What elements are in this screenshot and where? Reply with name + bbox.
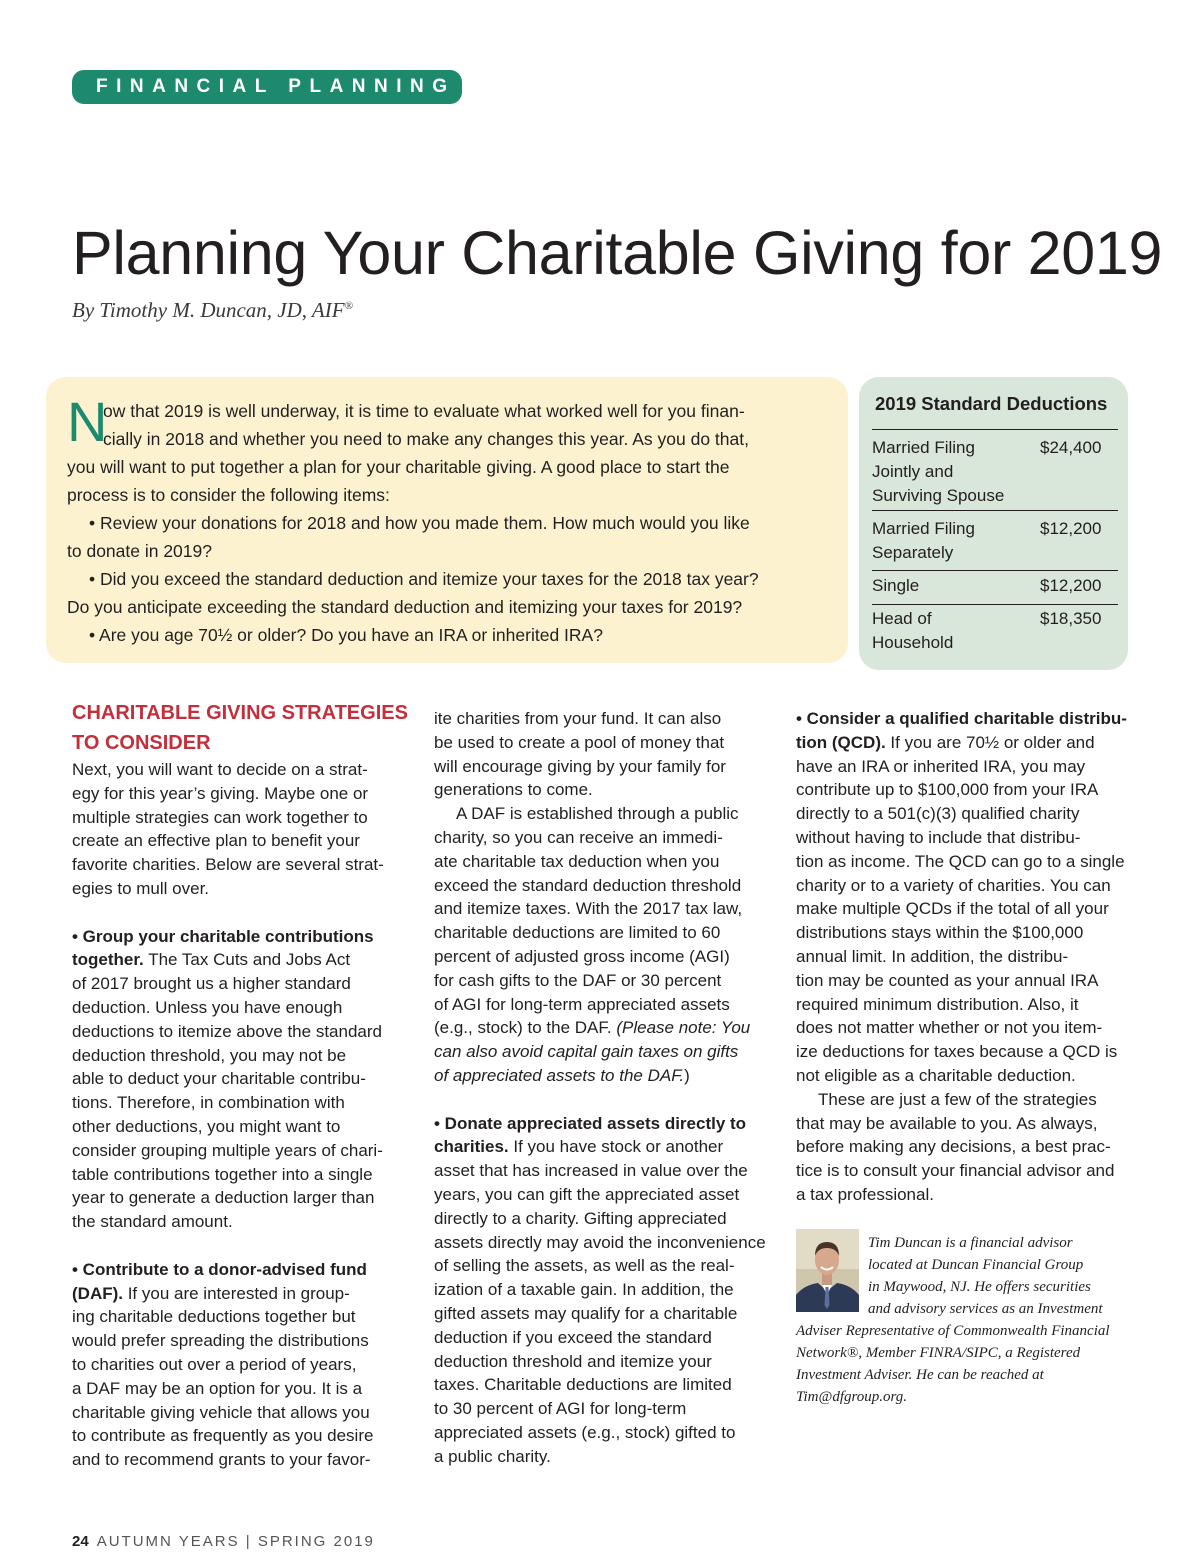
intro-bullet-line: • Did you exceed the standard deduction and itemize your taxes for the 2018 tax year? xyxy=(89,569,759,589)
text-line: without having to include that distribu- xyxy=(796,827,1081,847)
bold-text: • Consider a qualified charitable distribu- xyxy=(796,709,1127,728)
text-run: If you are 70½ or older and xyxy=(885,732,1095,752)
text-line: deductions to itemize above the standard xyxy=(72,1021,382,1041)
text-line: ize deductions for taxes because a QCD is xyxy=(796,1042,1118,1062)
text-line: ite charities from your fund. It can also xyxy=(434,709,722,728)
text-line: assets directly may avoid the inconvenience xyxy=(434,1232,766,1252)
intro-line: to donate in 2019? xyxy=(67,541,212,561)
deduction-amount: $12,200 xyxy=(1040,576,1102,595)
text-line: ate charitable tax deduction when you xyxy=(434,851,720,871)
text-line: years, you can gift the appreciated asset xyxy=(434,1184,740,1204)
deductions-title: 2019 Standard Deductions xyxy=(875,393,1108,414)
bold-text: • Donate appreciated assets directly to xyxy=(434,1113,747,1133)
deduction-amount: $24,400 xyxy=(1040,438,1102,457)
text-line: deduction. Unless you have enough xyxy=(72,997,343,1017)
text-line: able to deduct your charitable contribu- xyxy=(72,1069,366,1089)
bio-line: and advisory services as an Investment xyxy=(868,1301,1103,1317)
author-bio xyxy=(796,1232,1141,1408)
intro-text xyxy=(67,397,837,649)
text-line: and itemize taxes. With the 2017 tax law, xyxy=(434,899,743,919)
text-line: a DAF may be an option for you. It is a xyxy=(72,1378,363,1398)
text-line: make multiple QCDs if the total of all your xyxy=(796,899,1109,919)
section-tag: FINANCIAL PLANNING xyxy=(72,70,462,104)
text-run: ) xyxy=(684,1065,690,1085)
text-run: If you have stock or another xyxy=(508,1137,724,1157)
text-line: create an effective plan to benefit your xyxy=(72,831,360,851)
text-line xyxy=(72,948,412,972)
bullet-heading xyxy=(72,1258,412,1282)
deduction-label: Single xyxy=(872,576,920,595)
text-line: tion as income. The QCD can go to a single xyxy=(796,851,1125,871)
text-line: tion may be counted as your annual IRA xyxy=(796,970,1099,990)
text-line: ization of a taxable gain. In addition, the xyxy=(434,1280,734,1300)
text-line: for cash gifts to the DAF or 30 percent xyxy=(434,970,722,990)
intro-line: cially in 2018 and whether you need to make any changes this year. As you do that, xyxy=(103,429,749,449)
text-line: deduction threshold, you may not be xyxy=(72,1045,347,1065)
table-divider xyxy=(872,570,1118,571)
text-line xyxy=(796,731,1141,755)
drop-cap: N xyxy=(67,390,108,453)
text-line: annual limit. In addition, the distribu- xyxy=(796,946,1069,966)
text-line: ing charitable deductions together but xyxy=(72,1307,356,1327)
intro-line: ow that 2019 is well underway, it is time to evaluate what worked well for you finan- xyxy=(103,401,745,421)
bold-text: charities. xyxy=(434,1137,509,1157)
text-line: of 2017 brought us a higher standard xyxy=(72,974,351,994)
text-line: deduction if you exceed the standard xyxy=(434,1327,712,1347)
text-line: gifted assets may qualify for a charitable xyxy=(434,1303,738,1323)
text-line: egies to mull over. xyxy=(72,878,210,898)
deduction-label: Married Filing Jointly and Surviving Spouse xyxy=(872,438,1005,505)
text-line: before making any decisions, a best prac- xyxy=(796,1137,1111,1157)
text-line: the standard amount. xyxy=(72,1212,233,1232)
text-line: percent of adjusted gross income (AGI) xyxy=(434,946,730,966)
text-line: required minimum distribution. Also, it xyxy=(796,994,1079,1014)
text-line: a public charity. xyxy=(434,1446,551,1466)
column-3 xyxy=(796,707,1141,1207)
text-line: would prefer spreading the distributions xyxy=(72,1331,369,1351)
intro-line: you will want to put together a plan for your charitable giving. A good place to start the xyxy=(67,457,730,477)
page-number: 24 xyxy=(72,1533,89,1550)
text-line: A DAF is established through a public xyxy=(456,804,739,824)
intro-box xyxy=(46,377,848,663)
intro-bullet-line: • Review your donations for 2018 and how you made them. How much would you like xyxy=(89,513,750,533)
table-divider xyxy=(872,510,1118,511)
text-line: a tax professional. xyxy=(796,1184,934,1204)
bold-text: (DAF). xyxy=(72,1283,123,1303)
text-line: directly to a charity. Gifting appreciated xyxy=(434,1208,727,1228)
text-run: If you are interested in group- xyxy=(122,1283,350,1303)
text-line: table contributions together into a single xyxy=(72,1164,373,1184)
text-line: These are just a few of the strategies xyxy=(818,1089,1097,1109)
text-line: exceed the standard deduction threshold xyxy=(434,875,742,895)
text-line: multiple strategies can work together to xyxy=(72,807,368,827)
text-line: appreciated assets (e.g., stock) gifted to xyxy=(434,1422,736,1442)
italic-text: of appreciated assets to the DAF. xyxy=(434,1065,685,1085)
intro-line: Do you anticipate exceeding the standard deduction and itemizing your taxes for 2019? xyxy=(67,597,743,617)
italic-text: (Please note: You xyxy=(616,1018,751,1038)
text-line: asset that has increased in value over the xyxy=(434,1161,748,1181)
text-line: to charities out over a period of years, xyxy=(72,1354,357,1374)
deduction-amount: $12,200 xyxy=(1040,519,1102,538)
page-footer xyxy=(72,1533,375,1550)
text-line: distributions stays within the $100,000 xyxy=(796,923,1084,943)
bio-line: Investment Adviser. He can be reached at xyxy=(796,1367,1044,1383)
text-line: and to recommend grants to your favor- xyxy=(72,1450,371,1470)
text-line xyxy=(434,1135,779,1159)
text-line: egy for this year’s giving. Maybe one or xyxy=(72,783,369,803)
text-line: other deductions, you might want to xyxy=(72,1116,341,1136)
bio-line: in Maywood, NJ. He offers securities xyxy=(868,1279,1091,1295)
text-line: have an IRA or inherited IRA, you may xyxy=(796,756,1086,776)
text-line: to 30 percent of AGI for long-term xyxy=(434,1399,687,1419)
column-1 xyxy=(72,698,412,1472)
bio-line: Network®, Member FINRA/SIPC, a Registered xyxy=(796,1345,1081,1361)
byline xyxy=(72,298,353,323)
text-line: charity or to a variety of charities. You can xyxy=(796,875,1111,895)
bio-line: Adviser Representative of Commonwealth Financial xyxy=(796,1323,1110,1339)
text-line: of AGI for long-term appreciated assets xyxy=(434,994,730,1014)
publication-name: AUTUMN YEARS | SPRING 2019 xyxy=(96,1533,375,1550)
text-line: directly to a 501(c)(3) qualified charity xyxy=(796,804,1080,824)
text-line: taxes. Charitable deductions are limited xyxy=(434,1375,732,1395)
table-divider xyxy=(872,604,1118,605)
bullet-heading xyxy=(72,925,412,949)
section-heading: CHARITABLE GIVING STRATEGIES xyxy=(72,702,408,724)
deduction-label: Head of Household xyxy=(872,609,954,652)
deduction-amount: $18,350 xyxy=(1040,609,1102,628)
text-line: favorite charities. Below are several strat- xyxy=(72,855,384,875)
text-line: contribute up to $100,000 from your IRA xyxy=(796,780,1099,800)
byline-text: By Timothy M. Duncan, JD, AIF xyxy=(72,298,345,322)
text-line: deduction threshold and itemize your xyxy=(434,1351,712,1371)
text-line: not eligible as a charitable deduction. xyxy=(796,1065,1076,1085)
text-line: tice is to consult your financial advisor and xyxy=(796,1161,1115,1181)
bold-text: • Group your charitable contributions xyxy=(72,926,374,946)
text-run: (e.g., stock) to the DAF. xyxy=(434,1018,617,1038)
text-line: of selling the assets, as well as the real- xyxy=(434,1256,735,1276)
text-line: will encourage giving by your family for xyxy=(434,756,726,776)
text-line: charity, so you can receive an immedi- xyxy=(434,827,723,847)
text-line: to contribute as frequently as you desire xyxy=(72,1426,374,1446)
intro-bullet-line: • Are you age 70½ or older? Do you have an IRA or inherited IRA? xyxy=(89,625,603,645)
text-line: be used to create a pool of money that xyxy=(434,732,725,752)
bio-line: Tim Duncan is a financial advisor xyxy=(868,1235,1073,1251)
text-line: generations to come. xyxy=(434,780,593,800)
bullet-heading xyxy=(434,1112,779,1136)
text-line: does not matter whether or not you item- xyxy=(796,1018,1103,1038)
text-line xyxy=(434,1016,779,1040)
intro-line: process is to consider the following items: xyxy=(67,485,390,505)
deduction-label: Married Filing Separately xyxy=(872,519,975,562)
section-heading: TO CONSIDER xyxy=(72,732,211,754)
text-line: tions. Therefore, in combination with xyxy=(72,1093,345,1113)
text-line: Next, you will want to decide on a strat- xyxy=(72,760,368,779)
text-line: consider grouping multiple years of chari- xyxy=(72,1140,383,1160)
text-line: charitable giving vehicle that allows you xyxy=(72,1402,370,1422)
bio-line: located at Duncan Financial Group xyxy=(868,1257,1084,1273)
text-line: that may be available to you. As always, xyxy=(796,1113,1098,1133)
byline-registered-mark: ® xyxy=(344,300,353,312)
column-2 xyxy=(434,707,779,1469)
bold-text: • Contribute to a donor-advised fund xyxy=(72,1259,367,1279)
standard-deductions-table xyxy=(859,377,1128,670)
text-run: The Tax Cuts and Jobs Act xyxy=(143,950,351,970)
bullet-heading xyxy=(796,707,1141,731)
article-title: Planning Your Charitable Giving for 2019 xyxy=(72,219,1163,287)
text-line xyxy=(434,1064,779,1088)
bio-line: Tim@dfgroup.org. xyxy=(796,1389,908,1405)
italic-text: can also avoid capital gain taxes on gifts xyxy=(434,1042,739,1062)
table-divider xyxy=(872,429,1118,430)
text-line: year to generate a deduction larger than xyxy=(72,1188,375,1208)
bold-text: together. xyxy=(72,950,144,970)
text-line xyxy=(72,1282,412,1306)
text-line: charitable deductions are limited to 60 xyxy=(434,923,721,943)
text-line xyxy=(434,1040,779,1064)
bold-text: tion (QCD). xyxy=(796,732,886,752)
